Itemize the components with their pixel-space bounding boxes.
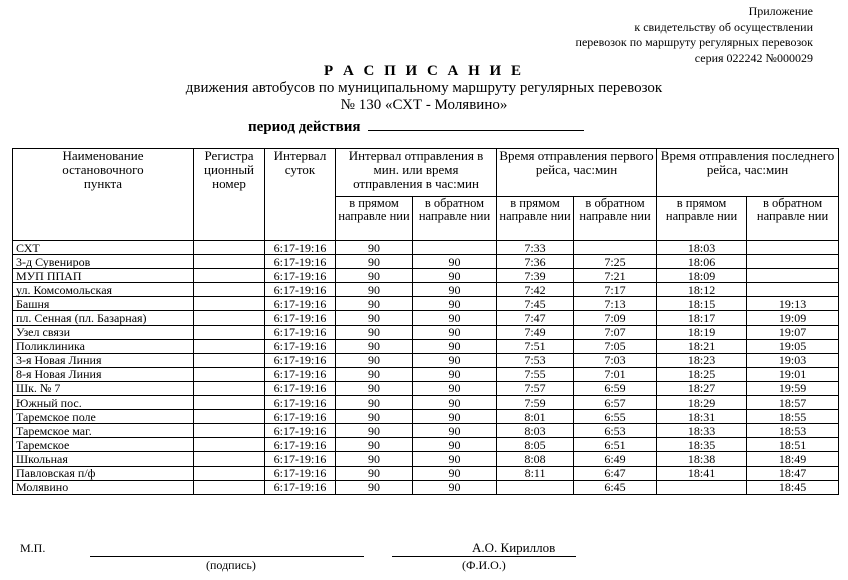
- table-row: [13, 269, 839, 283]
- cell-interval-forward: 90: [336, 255, 413, 269]
- period-label: период действия: [248, 119, 361, 135]
- cell-last-forward: 18:06: [657, 255, 747, 269]
- cell-first-backward: 7:13: [574, 297, 657, 311]
- cell-interval-day: 6:17-19:16: [265, 255, 336, 269]
- appendix-line: перевозок по маршруту регулярных перевозок: [575, 35, 813, 49]
- cell-stop-name: СХТ: [13, 241, 194, 255]
- cell-stop-name: 8-я Новая Линия: [13, 367, 194, 381]
- cell-first-backward: 6:55: [574, 410, 657, 424]
- cell-stop-name: Узел связи: [13, 325, 194, 339]
- cell-last-forward: 18:09: [657, 269, 747, 283]
- header-last-trip: Время отправления последнего рейса, час:мин: [657, 149, 839, 197]
- cell-last-backward: 19:59: [747, 381, 839, 395]
- cell-interval-day: 6:17-19:16: [265, 480, 336, 494]
- table-row: [13, 466, 839, 480]
- cell-last-backward: 18:55: [747, 410, 839, 424]
- cell-last-forward: 18:35: [657, 438, 747, 452]
- cell-last-forward: 18:12: [657, 283, 747, 297]
- cell-last-backward: 19:03: [747, 353, 839, 367]
- cell-interval-day: 6:17-19:16: [265, 466, 336, 480]
- cell-first-forward: 7:49: [497, 325, 574, 339]
- cell-interval-day: 6:17-19:16: [265, 367, 336, 381]
- cell-stop-name: Таремское поле: [13, 410, 194, 424]
- cell-stop-name: Павловская п/ф: [13, 466, 194, 480]
- cell-reg-number: [194, 255, 265, 269]
- cell-last-backward: 19:07: [747, 325, 839, 339]
- cell-last-backward: [747, 255, 839, 269]
- cell-interval-forward: 90: [336, 480, 413, 494]
- cell-first-backward: 6:53: [574, 424, 657, 438]
- cell-last-forward: [657, 480, 747, 494]
- cell-first-forward: 7:55: [497, 367, 574, 381]
- cell-first-backward: 6:47: [574, 466, 657, 480]
- cell-interval-day: 6:17-19:16: [265, 311, 336, 325]
- cell-interval-backward: 90: [413, 396, 497, 410]
- appendix-note: [576, 4, 813, 66]
- cell-first-forward: 8:05: [497, 438, 574, 452]
- cell-interval-day: 6:17-19:16: [265, 396, 336, 410]
- header-first-trip: Время отправления первого рейса, час:мин: [497, 149, 657, 197]
- table-row: [13, 325, 839, 339]
- cell-first-forward: 8:03: [497, 424, 574, 438]
- cell-interval-day: 6:17-19:16: [265, 353, 336, 367]
- cell-interval-forward: 90: [336, 424, 413, 438]
- cell-interval-day: 6:17-19:16: [265, 339, 336, 353]
- cell-first-forward: 7:47: [497, 311, 574, 325]
- cell-interval-backward: 90: [413, 325, 497, 339]
- cell-last-backward: 19:09: [747, 311, 839, 325]
- cell-stop-name: пл. Сенная (пл. Базарная): [13, 311, 194, 325]
- cell-first-backward: 7:17: [574, 283, 657, 297]
- cell-reg-number: [194, 325, 265, 339]
- period-blank-line: [368, 116, 584, 131]
- cell-interval-backward: 90: [413, 339, 497, 353]
- cell-last-backward: 18:49: [747, 452, 839, 466]
- cell-last-backward: [747, 241, 839, 255]
- header-backward: в обратном направле нии: [747, 197, 839, 241]
- table-row: [13, 283, 839, 297]
- cell-interval-backward: 90: [413, 283, 497, 297]
- table-row: [13, 339, 839, 353]
- cell-last-backward: 19:13: [747, 297, 839, 311]
- cell-first-forward: 8:01: [497, 410, 574, 424]
- cell-first-backward: 7:03: [574, 353, 657, 367]
- cell-interval-backward: 90: [413, 255, 497, 269]
- cell-interval-day: 6:17-19:16: [265, 410, 336, 424]
- cell-first-forward: 7:53: [497, 353, 574, 367]
- cell-first-backward: 6:57: [574, 396, 657, 410]
- cell-last-forward: 18:29: [657, 396, 747, 410]
- cell-first-forward: 7:36: [497, 255, 574, 269]
- cell-interval-day: 6:17-19:16: [265, 424, 336, 438]
- cell-stop-name: ул. Комсомольская: [13, 283, 194, 297]
- cell-first-backward: 7:25: [574, 255, 657, 269]
- cell-stop-name: Башня: [13, 297, 194, 311]
- cell-last-backward: 18:57: [747, 396, 839, 410]
- cell-interval-forward: 90: [336, 311, 413, 325]
- cell-stop-name: Поликлиника: [13, 339, 194, 353]
- cell-interval-backward: 90: [413, 381, 497, 395]
- table-row: [13, 255, 839, 269]
- cell-interval-backward: 90: [413, 269, 497, 283]
- cell-reg-number: [194, 381, 265, 395]
- cell-first-backward: 7:01: [574, 367, 657, 381]
- cell-reg-number: [194, 424, 265, 438]
- cell-first-backward: 7:07: [574, 325, 657, 339]
- cell-first-backward: 6:59: [574, 381, 657, 395]
- table-row: [13, 297, 839, 311]
- cell-interval-backward: 90: [413, 438, 497, 452]
- cell-interval-backward: 90: [413, 424, 497, 438]
- cell-first-forward: [497, 480, 574, 494]
- cell-first-forward: 7:45: [497, 297, 574, 311]
- cell-interval-day: 6:17-19:16: [265, 325, 336, 339]
- signature-caption: (подпись): [206, 558, 256, 572]
- cell-last-forward: 18:25: [657, 367, 747, 381]
- cell-reg-number: [194, 480, 265, 494]
- cell-last-forward: 18:21: [657, 339, 747, 353]
- cell-first-forward: 8:11: [497, 466, 574, 480]
- cell-stop-name: 3-д Сувениров: [13, 255, 194, 269]
- appendix-line: к свидетельству об осуществлении: [634, 19, 813, 34]
- cell-stop-name: 3-я Новая Линия: [13, 353, 194, 367]
- cell-interval-day: 6:17-19:16: [265, 241, 336, 255]
- header-interval-day: Интервал суток: [265, 149, 336, 241]
- cell-first-forward: 7:42: [497, 283, 574, 297]
- cell-reg-number: [194, 466, 265, 480]
- cell-interval-day: 6:17-19:16: [265, 269, 336, 283]
- cell-reg-number: [194, 297, 265, 311]
- cell-first-backward: 7:09: [574, 311, 657, 325]
- cell-interval-forward: 90: [336, 381, 413, 395]
- header-reg: Регистра ционный номер: [194, 149, 265, 241]
- cell-last-backward: [747, 283, 839, 297]
- cell-interval-forward: 90: [336, 297, 413, 311]
- cell-last-forward: 18:38: [657, 452, 747, 466]
- cell-reg-number: [194, 311, 265, 325]
- cell-interval-forward: 90: [336, 396, 413, 410]
- cell-first-forward: 7:57: [497, 381, 574, 395]
- table-row: [13, 353, 839, 367]
- cell-interval-forward: 90: [336, 367, 413, 381]
- cell-interval-backward: 90: [413, 480, 497, 494]
- signer-name: А.О. Кириллов: [472, 540, 556, 555]
- cell-last-forward: 18:17: [657, 311, 747, 325]
- schedule-table: [12, 148, 839, 495]
- title-subtitle: движения автобусов по муниципальному маршруту регулярных перевозок: [185, 80, 663, 96]
- cell-interval-forward: 90: [336, 353, 413, 367]
- cell-interval-forward: 90: [336, 452, 413, 466]
- table-row: [13, 241, 839, 255]
- cell-interval-day: 6:17-19:16: [265, 283, 336, 297]
- cell-interval-backward: 90: [413, 297, 497, 311]
- cell-last-backward: [747, 269, 839, 283]
- cell-first-backward: 7:21: [574, 269, 657, 283]
- cell-interval-day: 6:17-19:16: [265, 297, 336, 311]
- cell-last-backward: 18:53: [747, 424, 839, 438]
- cell-first-forward: 7:33: [497, 241, 574, 255]
- period-field: [248, 116, 584, 136]
- table-row: [13, 396, 839, 410]
- cell-first-backward: 6:51: [574, 438, 657, 452]
- cell-reg-number: [194, 396, 265, 410]
- cell-last-backward: 19:01: [747, 367, 839, 381]
- table-row: [13, 424, 839, 438]
- cell-interval-backward: 90: [413, 353, 497, 367]
- title-main: Р А С П И С А Н И Е: [324, 63, 524, 79]
- cell-interval-forward: 90: [336, 269, 413, 283]
- cell-reg-number: [194, 241, 265, 255]
- cell-first-backward: 6:45: [574, 480, 657, 494]
- cell-reg-number: [194, 269, 265, 283]
- header-forward: в прямом направле нии: [336, 197, 413, 241]
- seal-mark: М.П.: [20, 541, 46, 555]
- title-route: № 130 «СХТ - Молявино»: [340, 97, 508, 113]
- cell-stop-name: Таремское: [13, 438, 194, 452]
- cell-first-forward: 7:51: [497, 339, 574, 353]
- cell-last-backward: 18:51: [747, 438, 839, 452]
- table-row: [13, 381, 839, 395]
- cell-last-forward: 18:33: [657, 424, 747, 438]
- cell-last-forward: 18:15: [657, 297, 747, 311]
- document-title: [0, 63, 848, 114]
- cell-first-backward: 6:49: [574, 452, 657, 466]
- cell-interval-forward: 90: [336, 283, 413, 297]
- signature-line: [90, 542, 364, 557]
- cell-interval-day: 6:17-19:16: [265, 438, 336, 452]
- cell-last-backward: 18:47: [747, 466, 839, 480]
- cell-last-forward: 18:27: [657, 381, 747, 395]
- cell-interval-backward: [413, 241, 497, 255]
- cell-last-backward: 18:45: [747, 480, 839, 494]
- header-backward: в обратном направле нии: [413, 197, 497, 241]
- cell-first-backward: [574, 241, 657, 255]
- table-row: [13, 438, 839, 452]
- header-stop: Наименование остановочного пункта: [13, 149, 194, 241]
- cell-last-forward: 18:19: [657, 325, 747, 339]
- table-row: [13, 410, 839, 424]
- cell-interval-forward: 90: [336, 241, 413, 255]
- cell-stop-name: Таремское маг.: [13, 424, 194, 438]
- cell-stop-name: Школьная: [13, 452, 194, 466]
- cell-first-forward: 8:08: [497, 452, 574, 466]
- cell-reg-number: [194, 438, 265, 452]
- cell-first-backward: 7:05: [574, 339, 657, 353]
- cell-interval-forward: 90: [336, 466, 413, 480]
- cell-stop-name: Шк. № 7: [13, 381, 194, 395]
- header-backward: в обратном направле нии: [574, 197, 657, 241]
- cell-last-forward: 18:41: [657, 466, 747, 480]
- cell-interval-forward: 90: [336, 438, 413, 452]
- cell-reg-number: [194, 353, 265, 367]
- schedule-body: [13, 241, 839, 495]
- cell-interval-backward: 90: [413, 311, 497, 325]
- appendix-line: серия 022242 №000029: [694, 50, 813, 65]
- cell-stop-name: Южный пос.: [13, 396, 194, 410]
- table-row: [13, 452, 839, 466]
- cell-interval-forward: 90: [336, 325, 413, 339]
- cell-last-forward: 18:23: [657, 353, 747, 367]
- fio-caption: (Ф.И.О.): [462, 558, 506, 572]
- cell-interval-backward: 90: [413, 452, 497, 466]
- cell-reg-number: [194, 339, 265, 353]
- table-row: [13, 311, 839, 325]
- cell-last-forward: 18:03: [657, 241, 747, 255]
- table-row: [13, 367, 839, 381]
- header-forward: в прямом направле нии: [497, 197, 574, 241]
- cell-interval-day: 6:17-19:16: [265, 452, 336, 466]
- cell-first-forward: 7:39: [497, 269, 574, 283]
- cell-interval-backward: 90: [413, 466, 497, 480]
- appendix-line: Приложение: [748, 4, 813, 18]
- cell-reg-number: [194, 452, 265, 466]
- cell-reg-number: [194, 410, 265, 424]
- cell-reg-number: [194, 367, 265, 381]
- cell-first-forward: 7:59: [497, 396, 574, 410]
- header-forward: в прямом направле нии: [657, 197, 747, 241]
- cell-reg-number: [194, 283, 265, 297]
- cell-last-backward: 19:05: [747, 339, 839, 353]
- cell-interval-backward: 90: [413, 367, 497, 381]
- cell-interval-forward: 90: [336, 339, 413, 353]
- cell-interval-backward: 90: [413, 410, 497, 424]
- cell-interval-day: 6:17-19:16: [265, 381, 336, 395]
- cell-stop-name: Молявино: [13, 480, 194, 494]
- cell-last-forward: 18:31: [657, 410, 747, 424]
- cell-interval-forward: 90: [336, 410, 413, 424]
- table-row: [13, 480, 839, 494]
- cell-stop-name: МУП ППАП: [13, 269, 194, 283]
- header-interval-dep: Интервал отправления в мин. или время отправления в час:мин: [336, 149, 497, 197]
